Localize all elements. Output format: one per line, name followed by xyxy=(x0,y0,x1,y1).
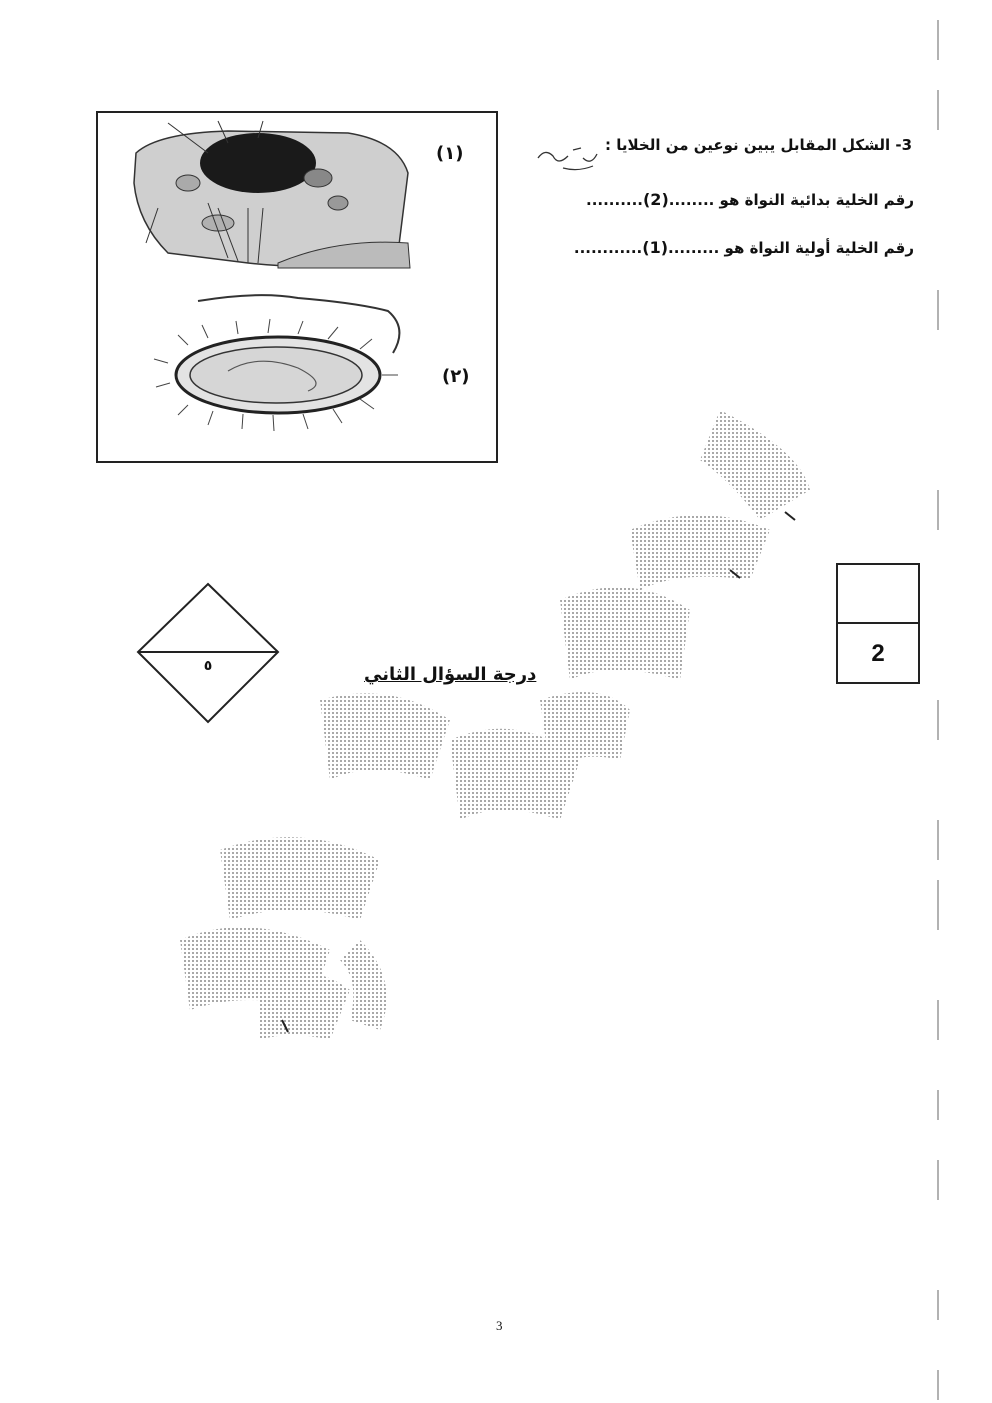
question-title: 3- الشكل المقابل يبين نوعين من الخلايا : xyxy=(605,136,912,154)
line1-trail: .......... xyxy=(586,191,643,209)
eukaryotic-cell-drawing xyxy=(134,121,410,268)
grade-diamond xyxy=(136,582,280,724)
score-box xyxy=(836,563,920,684)
page-number: 3 xyxy=(496,1318,503,1333)
cell-label-1: (١) xyxy=(436,143,464,164)
score-value: 2 xyxy=(871,640,885,667)
question-line-eukaryote xyxy=(574,238,914,257)
line2-trail: ............ xyxy=(573,239,643,257)
diamond-value: ٥ xyxy=(203,658,213,674)
score-box-empty-cell xyxy=(838,565,918,624)
cell-label-2: (٢) xyxy=(442,366,470,387)
line1-text: رقم الخلية بدائية النواة هو ........ xyxy=(668,191,914,209)
edge-scan-marks xyxy=(928,0,948,1403)
line2-text: رقم الخلية أولية النواة هو ......... xyxy=(668,239,914,257)
section-title: درجة السؤال الثاني xyxy=(364,664,537,685)
question-line-prokaryote xyxy=(586,190,914,209)
line2-answer: (1) xyxy=(642,238,669,257)
line1-answer: (2) xyxy=(642,190,669,209)
handwritten-mark xyxy=(533,138,603,178)
